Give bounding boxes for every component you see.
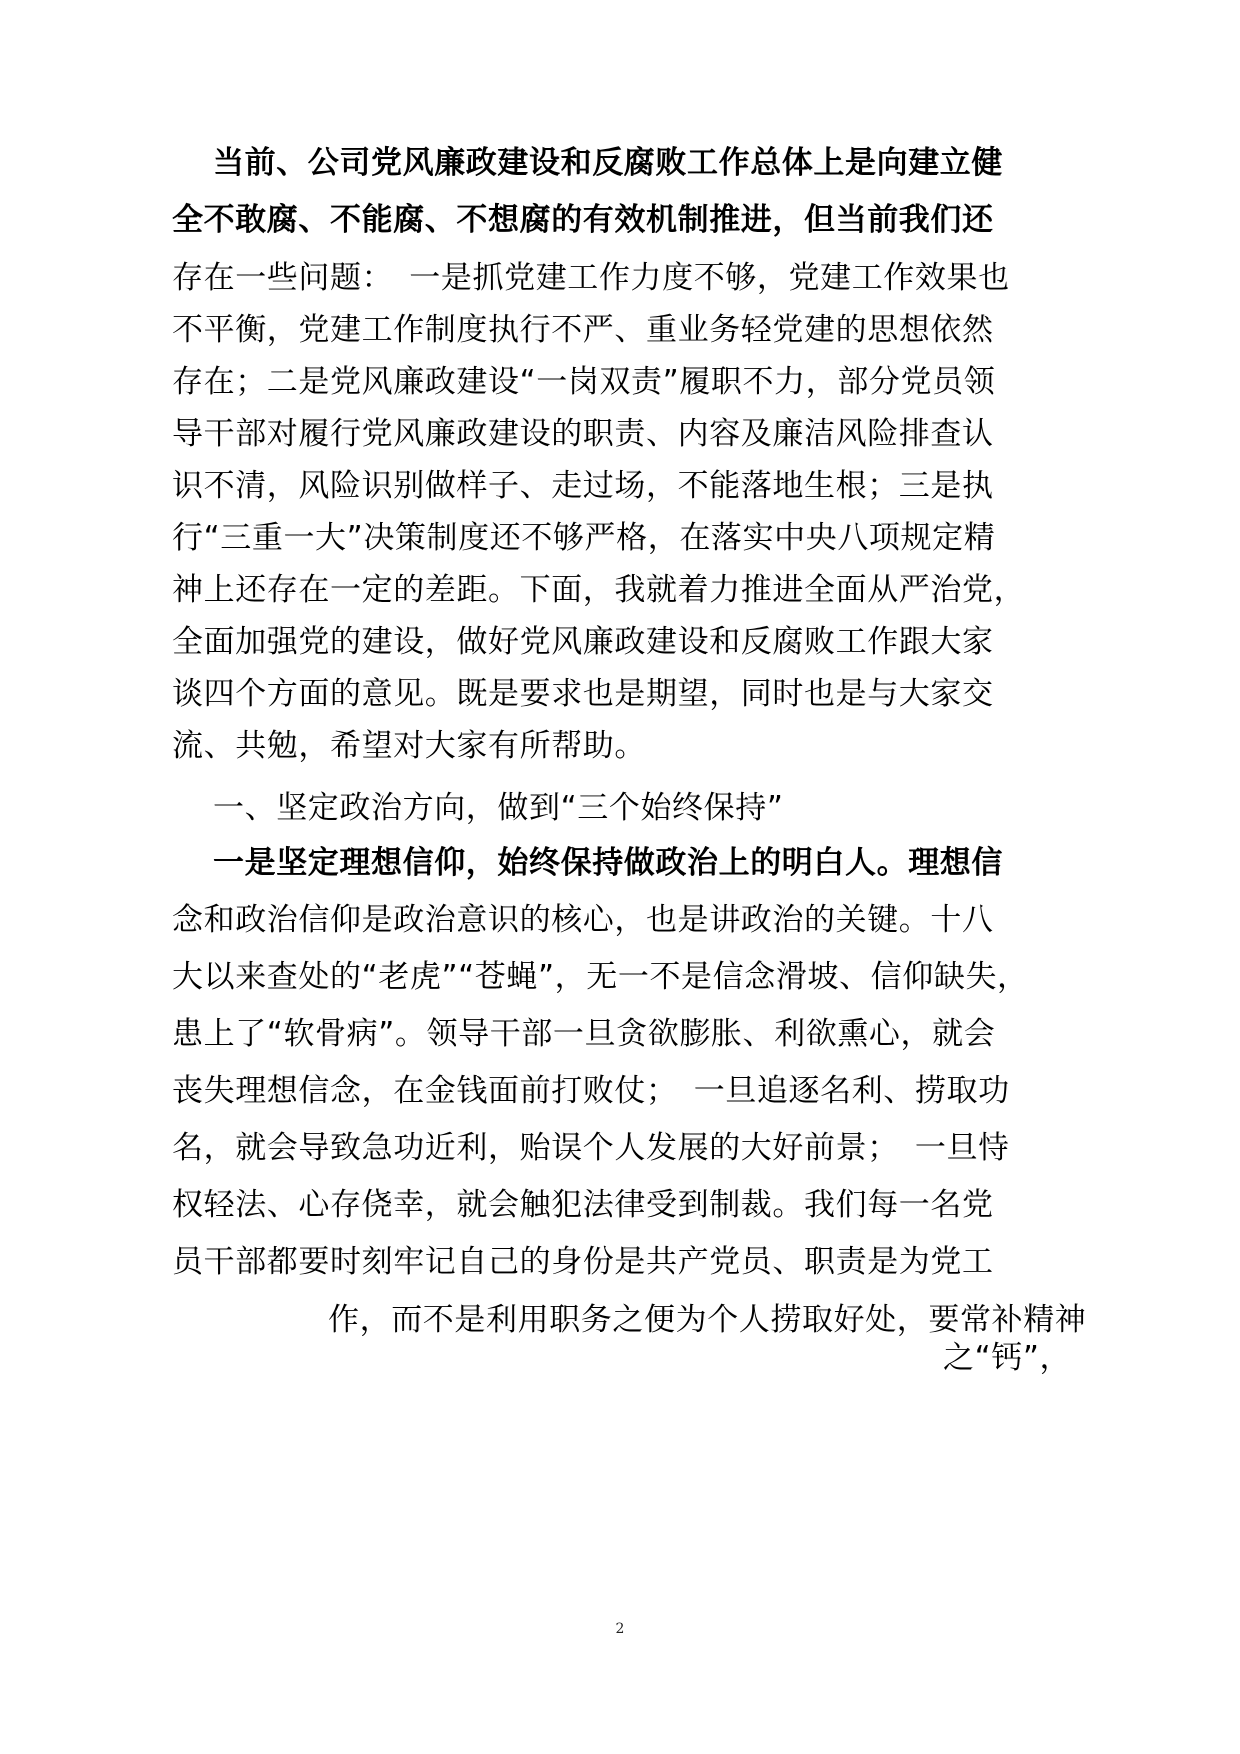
paragraph-line: 大以来查处的“老虎”“苍蝇”，无一不是信念滑坡、信仰缺失，: [172, 959, 1029, 995]
paragraph-line: 名，就会导致急功近利，贻误个人发展的大好前景； 一旦恃: [172, 1130, 1010, 1166]
paragraph-line: 存在一些问题： 一是抓党建工作力度不够，党建工作效果也: [172, 260, 1010, 296]
paragraph-line: 神上还存在一定的差距。下面，我就着力推进全面从严治党，: [172, 572, 1026, 608]
section-heading: 一、坚定政治方向，做到“三个始终保持”: [213, 790, 784, 826]
paragraph-line: 谈四个方面的意见。既是要求也是期望，同时也是与大家交: [172, 676, 994, 712]
paragraph-line: 患上了“软骨病”。领导干部一旦贪欲膨胀、利欲熏心，就会: [172, 1016, 996, 1052]
paragraph-line: 行“三重一大”决策制度还不够严格，在落实中央八项规定精: [172, 520, 996, 556]
paragraph-line: 导干部对履行党风廉政建设的职责、内容及廉洁风险排查认: [172, 416, 994, 452]
page-number: 2: [615, 1621, 625, 1637]
paragraph-line: 存在；二是党风廉政建设“一岗双责”履职不力，部分党员领: [172, 364, 996, 400]
paragraph-line: 念和政治信仰是政治意识的核心，也是讲政治的关键。十八: [172, 902, 994, 938]
paragraph-line: 权轻法、心存侥幸，就会触犯法律受到制裁。我们每一名党: [172, 1187, 994, 1223]
paragraph-line: 全面加强党的建设，做好党风廉政建设和反腐败工作跟大家: [172, 624, 994, 660]
paragraph-line: 丧失理想信念，在金钱面前打败仗； 一旦追逐名利、捞取功: [172, 1073, 1010, 1109]
paragraph-line: 识不清，风险识别做样子、走过场，不能落地生根；三是执: [172, 468, 994, 504]
paragraph-line: 员干部都要时刻牢记自己的身份是共产党员、职责是为党工: [172, 1244, 994, 1280]
paragraph-line: 当前、公司党风廉政建设和反腐败工作总体上是向建立健: [213, 145, 1003, 181]
paragraph-line: 之“钙”，: [943, 1340, 1072, 1376]
paragraph-line: 不平衡，党建工作制度执行不严、重业务轻党建的思想依然: [172, 312, 994, 348]
paragraph-line: 一是坚定理想信仰，始终保持做政治上的明白人。理想信: [213, 845, 1003, 881]
paragraph-line: 全不敢腐、不能腐、不想腐的有效机制推进，但当前我们还: [172, 202, 994, 238]
paragraph-line: 流、共勉，希望对大家有所帮助。: [172, 728, 646, 764]
paragraph-line: 作，而不是利用职务之便为个人捞取好处，要常补精神: [328, 1302, 1087, 1338]
